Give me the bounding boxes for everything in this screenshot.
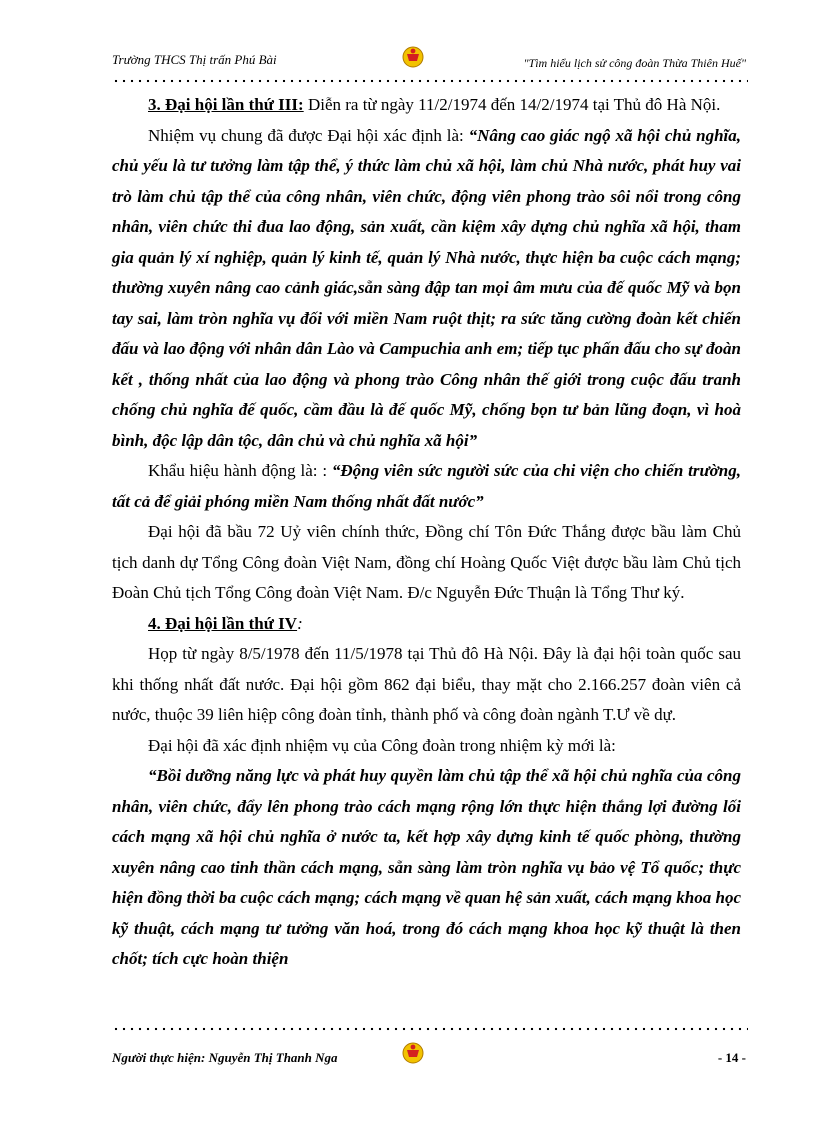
section4-task-quote: “Bồi dưỡng năng lực và phát huy quyền làm chủ tập thể xã hội chủ nghĩa của công nhân, viên chức, đẩy lên phong trào cách mạng rộng lớn thực hiện thắng lợi đường lối cách mạng xã hội chủ nghĩa ở nước ta, kết hợp xây dựng kinh tế quốc phòng, thường xuyên nâng cao tinh thần cách mạng, sẵn sàng làm tròn nghĩa vụ bảo vệ Tổ quốc; thực hiện đồng thời ba cuộc cách mạng; cách mạng về quan hệ sản xuất, cách mạng khoa học kỹ thuật, cách mạng tư tưởng văn hoá, trong đó cách mạng khoa học kỹ thuật là then chốt; tích cực hoàn thiện [112,766,741,968]
section4-task-lead: Đại hội đã xác định nhiệm vụ của Công đoàn trong nhiệm kỳ mới là: [148,735,616,755]
section3-slogan: Khẩu hiệu hành động là: : “Động viên sức người sức của chi viện cho chiến trường, tất cả để giải phóng miền Nam thống nhất đất nước” [112,461,741,511]
header-title: "Tìm hiểu lịch sử công đoàn Thừa Thiên Huế" [523,56,746,70]
page-footer [112,1040,746,1070]
section4-heading-line: 4. Đại hội lần thứ IV: [148,613,303,633]
union-logo-icon [402,44,424,70]
section3-task-quote: “Nâng cao giác ngộ xã hội chủ nghĩa, chủ yếu là tư tưởng làm tập thể, ý thức làm chủ xã hội, làm chủ Nhà nước, phát huy vai trò làm chủ tập thể của công nhân, viên chức, động viên phong trào sôi nổi trong công nhân, viên chức thi đua lao động, sản xuất, cần kiệm xây dựng chủ nghĩa xã hội, tham gia quản lý xí nghiệp, quản lý kinh tế, quản lý Nhà nước, thực hiện ba cuộc cách mạng; thường xuyên nâng cao cảnh giác,sẵn sàng đập tan mọi âm mưu của đế quốc Mỹ và bọn tay sai, làm tròn nghĩa vụ đối với miền Nam ruột thịt; ra sức tăng cường đoàn kết chiến đấu và lao động với nhân dân Lào và Campuchia anh em; tiếp tục phấn đấu cho sự đoàn kết , thống nhất của lao động và phong trào Công nhân thế giới trong cuộc đấu tranh chống chủ nghĩa đế quốc, cầm đầu là đế quốc Mỹ, chống bọn tư bản lũng đoạn, vì hoà bình, độc lập dân tộc, dân chủ và chủ nghĩa xã hội” [112,125,741,450]
section4-meeting: Họp từ ngày 8/5/1978 đến 11/5/1978 tại Thủ đô Hà Nội. Đây là đại hội toàn quốc sau khi thống nhất đất nước. Đại hội gồm 862 đại biểu, thay mặt cho 2.166.257 đoàn viên cả nước, thuộc 39 liên hiệp công đoàn tỉnh, thành phố và công đoàn ngành T.Ư về dự. [112,644,741,724]
header-school: Trường THCS Thị trấn Phú Bài [112,52,277,67]
section3-election: Đại hội đã bầu 72 Uỷ viên chính thức, Đồng chí Tôn Đức Thắng được bầu làm Chủ tịch danh dự Tổng Công đoàn Việt Nam, đồng chí Hoàng Quốc Việt được bầu làm Chủ tịch Đoàn Chủ tịch Tổng Công đoàn Việt Nam. Đ/c Nguyễn Đức Thuận là Tổng Thư ký. [112,522,741,602]
page-number: - 14 - [717,1050,746,1065]
footer-author: Người thực hiện: Nguyễn Thị Thanh Nga [112,1050,338,1065]
section3-slogan-quote: “Động viên sức người sức của chi viện cho chiến trường, tất cả để giải phóng miền Nam thống nhất đất nước” [112,461,741,511]
section3-task: Nhiệm vụ chung đã được Đại hội xác định là: “Nâng cao giác ngộ xã hội chủ nghĩa, chủ yếu là tư tưởng làm tập thể, ý thức làm chủ xã hội, làm chủ Nhà nước, phát huy vai trò làm chủ tập thể của công nhân, viên chức, động viên phong trào sôi nổi trong công nhân, viên chức thi đua lao động, sản xuất, cần kiệm xây dựng chủ nghĩa xã hội, tham gia quản lý xí nghiệp, quản lý kinh tế, quản lý Nhà nước, thực hiện ba cuộc cách mạng; thường xuyên nâng cao cảnh giác,sẵn sàng đập tan mọi âm mưu của đế quốc Mỹ và bọn tay sai, làm tròn nghĩa vụ đối với miền Nam ruột thịt; ra sức tăng cường đoàn kết chiến đấu và lao động với nhân dân Lào và Campuchia anh em; tiếp tục phấn đấu cho sự đoàn kết , thống nhất của lao động và phong trào Công nhân thế giới trong cuộc đấu tranh chống chủ nghĩa đế quốc, cầm đầu là đế quốc Mỹ, chống bọn tư bản lũng đoạn, vì hoà bình, độc lập dân tộc, dân chủ và chủ nghĩa xã hội” [112,125,741,450]
union-logo-icon [402,1040,424,1066]
section3-intro: 3. Đại hội lần thứ III: Diễn ra từ ngày 11/2/1974 đến 14/2/1974 tại Thủ đô Hà Nội. [148,95,721,114]
header-divider [112,79,748,83]
page-header [112,44,746,78]
footer-divider [112,1027,748,1031]
document-body [112,90,741,975]
section4-heading: 4. Đại hội lần thứ IV [148,613,298,633]
section3-heading: 3. Đại hội lần thứ III: [148,95,304,114]
